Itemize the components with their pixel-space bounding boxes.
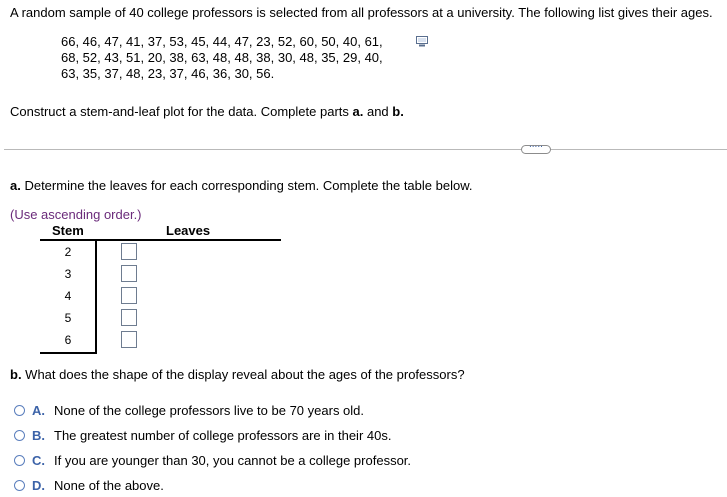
stem-5: 5 [64, 311, 72, 325]
part-a-label: a. [10, 178, 21, 193]
option-a-text: None of the college professors live to be 70 years old. [54, 403, 365, 418]
part-b-label: b. [10, 367, 22, 382]
radio-option-d[interactable] [14, 480, 25, 491]
more-dots-icon: ..... [529, 139, 543, 150]
table-divider-line [95, 241, 97, 353]
table-top-rule [40, 239, 281, 241]
data-line-3: 63, 35, 37, 48, 23, 37, 46, 36, 30, 56. [61, 66, 275, 81]
part-b-title [10, 367, 465, 382]
option-a-letter: A. [32, 403, 45, 418]
leaves-input-stem-5[interactable] [121, 309, 137, 326]
part-a-text: Determine the leaves for each corresponding stem. Complete the table below. [20, 178, 473, 193]
option-d-letter: D. [32, 478, 45, 493]
ascending-order-hint: (Use ascending order.) [10, 207, 142, 222]
instruction-prefix: Construct a stem-and-leaf plot for the data. Complete parts [10, 104, 353, 119]
data-line-1: 66, 46, 47, 41, 37, 53, 45, 44, 47, 23, 52, 60, 50, 40, 61, [61, 34, 383, 49]
leaves-input-stem-3[interactable] [121, 265, 137, 282]
question-intro: A random sample of 40 college professors is selected from all professors at a university. The following list gives their ages. [10, 5, 713, 20]
stem-column-header: Stem [52, 223, 84, 238]
leaves-column-header: Leaves [166, 223, 211, 238]
radio-option-b[interactable] [14, 430, 25, 441]
instruction-and: and [363, 104, 393, 119]
option-b-text: The greatest number of college professors are in their 40s. [54, 428, 392, 443]
part-a-title [10, 178, 472, 193]
option-d-text: None of the above. [54, 478, 164, 493]
stem-2: 2 [64, 245, 72, 259]
radio-option-c[interactable] [14, 455, 25, 466]
leaves-input-stem-6[interactable] [121, 331, 137, 348]
leaves-input-stem-2[interactable] [121, 243, 137, 260]
stem-6: 6 [64, 333, 72, 347]
table-bottom-rule [40, 352, 97, 354]
expand-more-button[interactable] [521, 139, 551, 154]
radio-option-a[interactable] [14, 405, 25, 416]
option-c-text: If you are younger than 30, you cannot be a college professor. [54, 453, 412, 468]
leaves-input-stem-4[interactable] [121, 287, 137, 304]
instruction-part-a: a. [352, 104, 364, 119]
data-line-2: 68, 52, 43, 51, 20, 38, 63, 48, 48, 38, 30, 48, 35, 29, 40, [61, 50, 383, 65]
option-c-letter: C. [32, 453, 45, 468]
option-b-letter: B. [32, 428, 45, 443]
copy-data-icon[interactable] [416, 36, 428, 47]
stem-3: 3 [64, 267, 72, 281]
instruction [10, 104, 404, 119]
stem-4: 4 [64, 289, 72, 303]
part-b-text: What does the shape of the display reveal about the ages of the professors? [21, 367, 465, 382]
section-divider [4, 149, 727, 150]
instruction-part-b: b. [392, 104, 404, 119]
